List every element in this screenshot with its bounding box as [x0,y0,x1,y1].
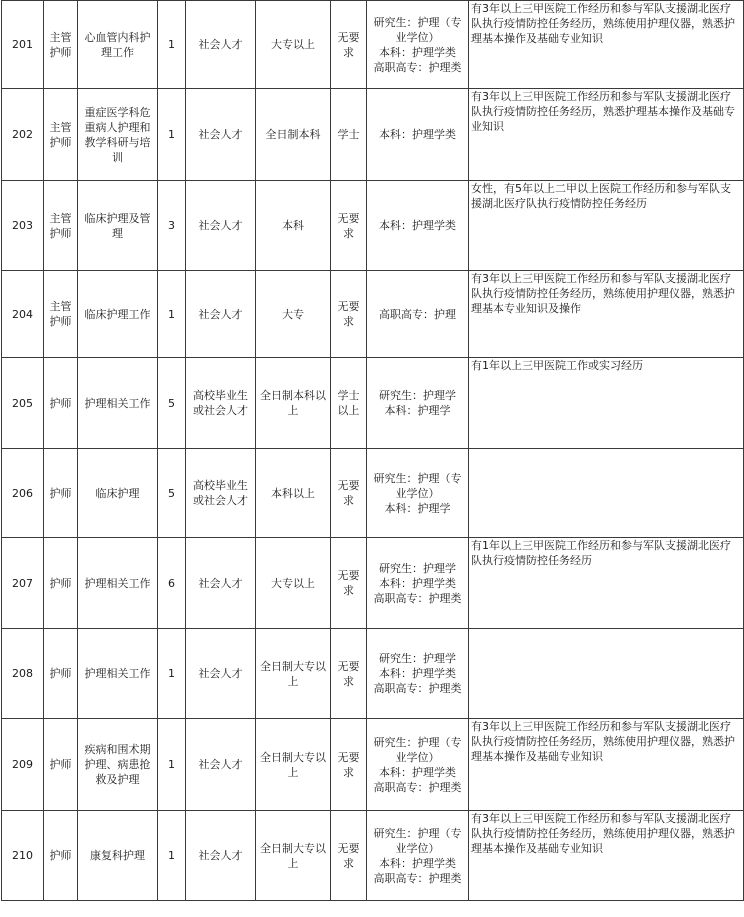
department: 临床护理及管理 [78,181,158,271]
major-line: 研究生：护理学 [379,561,456,575]
major-lines [369,561,466,606]
candidate-source: 社会人才 [186,1,256,89]
requirements: 有3年以上三甲医院工作经历和参与军队支援湖北医疗队执行疫情防控任务经历，熟练使用护理仪器，熟悉护理基本操作及基础专业知识 [469,1,744,89]
recruitment-table [1,0,744,901]
major-line: 研究生：护理学 [379,652,456,665]
degree: 无要求 [331,1,367,89]
row-number: 203 [2,181,44,271]
table-row [2,811,744,901]
major-line: 本科：护理学类 [379,576,456,590]
major-line: 高职高专：护理类 [373,682,462,695]
degree: 无要求 [331,629,367,719]
major-lines [369,651,466,696]
headcount: 1 [158,719,186,811]
major-line: 本科：护理学类 [379,856,456,870]
education: 大专以上 [256,538,331,629]
department: 临床护理 [78,449,158,538]
department: 护理相关工作 [78,538,158,629]
headcount: 5 [158,358,186,449]
candidate-source: 社会人才 [186,811,256,901]
row-number: 201 [2,1,44,89]
post-title: 护师 [44,629,78,719]
major [367,449,469,538]
education: 全日制大专以上 [256,629,331,719]
row-number: 208 [2,629,44,719]
post-title: 护师 [44,449,78,538]
requirements: 有1年以上三甲医院工作或实习经历 [469,358,744,449]
major-line: 本科：护理学类 [379,765,456,779]
candidate-source: 社会人才 [186,629,256,719]
degree: 学士以上 [331,358,367,449]
post-title: 主管护师 [44,271,78,358]
requirements: 有3年以上三甲医院工作经历和参与军队支援湖北医疗队执行疫情防控任务经历，熟练使用护理仪器，熟悉护理基本操作及基础专业知识 [469,811,744,901]
major-lines [369,826,466,886]
row-number: 204 [2,271,44,358]
major-line: 研究生：护理学 [379,389,456,402]
major-lines [369,307,466,322]
headcount: 1 [158,1,186,89]
post-title: 护师 [44,811,78,901]
degree: 无要求 [331,811,367,901]
major-line: 本科：护理学类 [379,219,456,232]
major [367,538,469,629]
education: 本科以上 [256,449,331,538]
major [367,89,469,181]
candidate-source: 社会人才 [186,719,256,811]
headcount: 1 [158,629,186,719]
major-line: 研究生：护理（专业学位） [373,735,462,764]
table-row [2,449,744,538]
major-line: 研究生：护理（专业学位） [373,826,462,855]
post-title: 护师 [44,358,78,449]
major-line: 高职高专：护理类 [373,60,462,74]
major [367,1,469,89]
requirements: 有3年以上三甲医院工作经历和参与军队支援湖北医疗队执行疫情防控任务经历，熟悉护理基本操作及基础专业知识 [469,89,744,181]
major [367,811,469,901]
headcount: 1 [158,271,186,358]
table-row [2,271,744,358]
major-lines [369,127,466,142]
post-title: 护师 [44,538,78,629]
department: 重症医学科危重病人护理和教学科研与培训 [78,89,158,181]
education: 全日制大专以上 [256,719,331,811]
major-lines [369,218,466,233]
major-line: 本科：护理学 [384,501,451,515]
major [367,181,469,271]
candidate-source: 高校毕业生或社会人才 [186,358,256,449]
education: 全日制本科以上 [256,358,331,449]
education: 全日制本科 [256,89,331,181]
major-line: 高职高专：护理类 [373,871,462,885]
requirements [469,449,744,538]
table-row [2,358,744,449]
major [367,719,469,811]
candidate-source: 社会人才 [186,89,256,181]
major-line: 研究生：护理（专业学位） [373,471,462,500]
requirements: 有1年以上三甲医院工作经历和参与军队支援湖北医疗队执行疫情防控任务经历 [469,538,744,629]
education: 大专 [256,271,331,358]
candidate-source: 社会人才 [186,181,256,271]
department: 康复科护理 [78,811,158,901]
major [367,358,469,449]
headcount: 1 [158,89,186,181]
major-line: 高职高专：护理类 [373,591,462,605]
major-line: 高职高专：护理类 [373,780,462,794]
table-row [2,629,744,719]
education: 本科 [256,181,331,271]
row-number: 209 [2,719,44,811]
major-lines [369,735,466,795]
major-line: 研究生：护理（专业学位） [373,15,462,44]
row-number: 205 [2,358,44,449]
table-row [2,89,744,181]
row-number: 210 [2,811,44,901]
row-number: 202 [2,89,44,181]
post-title: 主管护师 [44,181,78,271]
table-row [2,181,744,271]
requirements: 女性，有5年以上二甲以上医院工作经历和参与军队支援湖北医疗队执行疫情防控任务经历 [469,181,744,271]
requirements: 有3年以上三甲医院工作经历和参与军队支援湖北医疗队执行疫情防控任务经历，熟练使用护理仪器，熟悉护理基本操作及基础专业知识 [469,719,744,811]
education: 大专以上 [256,1,331,89]
major [367,629,469,719]
education: 全日制大专以上 [256,811,331,901]
row-number: 207 [2,538,44,629]
degree: 无要求 [331,449,367,538]
department: 疾病和围术期护理、病患抢救及护理 [78,719,158,811]
row-number: 206 [2,449,44,538]
headcount: 5 [158,449,186,538]
table-row [2,1,744,89]
major-line: 本科：护理学类 [379,128,456,141]
candidate-source: 高校毕业生或社会人才 [186,449,256,538]
table-body [2,1,744,901]
major-lines [369,471,466,516]
major-line: 高职高专：护理 [379,307,456,321]
major-line: 本科：护理学类 [379,667,456,680]
post-title: 主管护师 [44,89,78,181]
major-lines [369,388,466,418]
department: 护理相关工作 [78,629,158,719]
major-lines [369,15,466,75]
headcount: 1 [158,811,186,901]
degree: 学士 [331,89,367,181]
headcount: 6 [158,538,186,629]
headcount: 3 [158,181,186,271]
department: 心血管内科护理工作 [78,1,158,89]
table-row [2,719,744,811]
degree: 无要求 [331,271,367,358]
requirements: 有3年以上三甲医院工作经历和参与军队支援湖北医疗队执行疫情防控任务经历，熟练使用护理仪器，熟悉护理基本专业知识及操作 [469,271,744,358]
post-title: 主管护师 [44,1,78,89]
degree: 无要求 [331,538,367,629]
post-title: 护师 [44,719,78,811]
candidate-source: 社会人才 [186,271,256,358]
major-line: 本科：护理学 [384,404,451,417]
degree: 无要求 [331,719,367,811]
degree: 无要求 [331,181,367,271]
department: 护理相关工作 [78,358,158,449]
requirements [469,629,744,719]
candidate-source: 社会人才 [186,538,256,629]
major-line: 本科：护理学类 [379,45,456,59]
table-row [2,538,744,629]
major [367,271,469,358]
department: 临床护理工作 [78,271,158,358]
